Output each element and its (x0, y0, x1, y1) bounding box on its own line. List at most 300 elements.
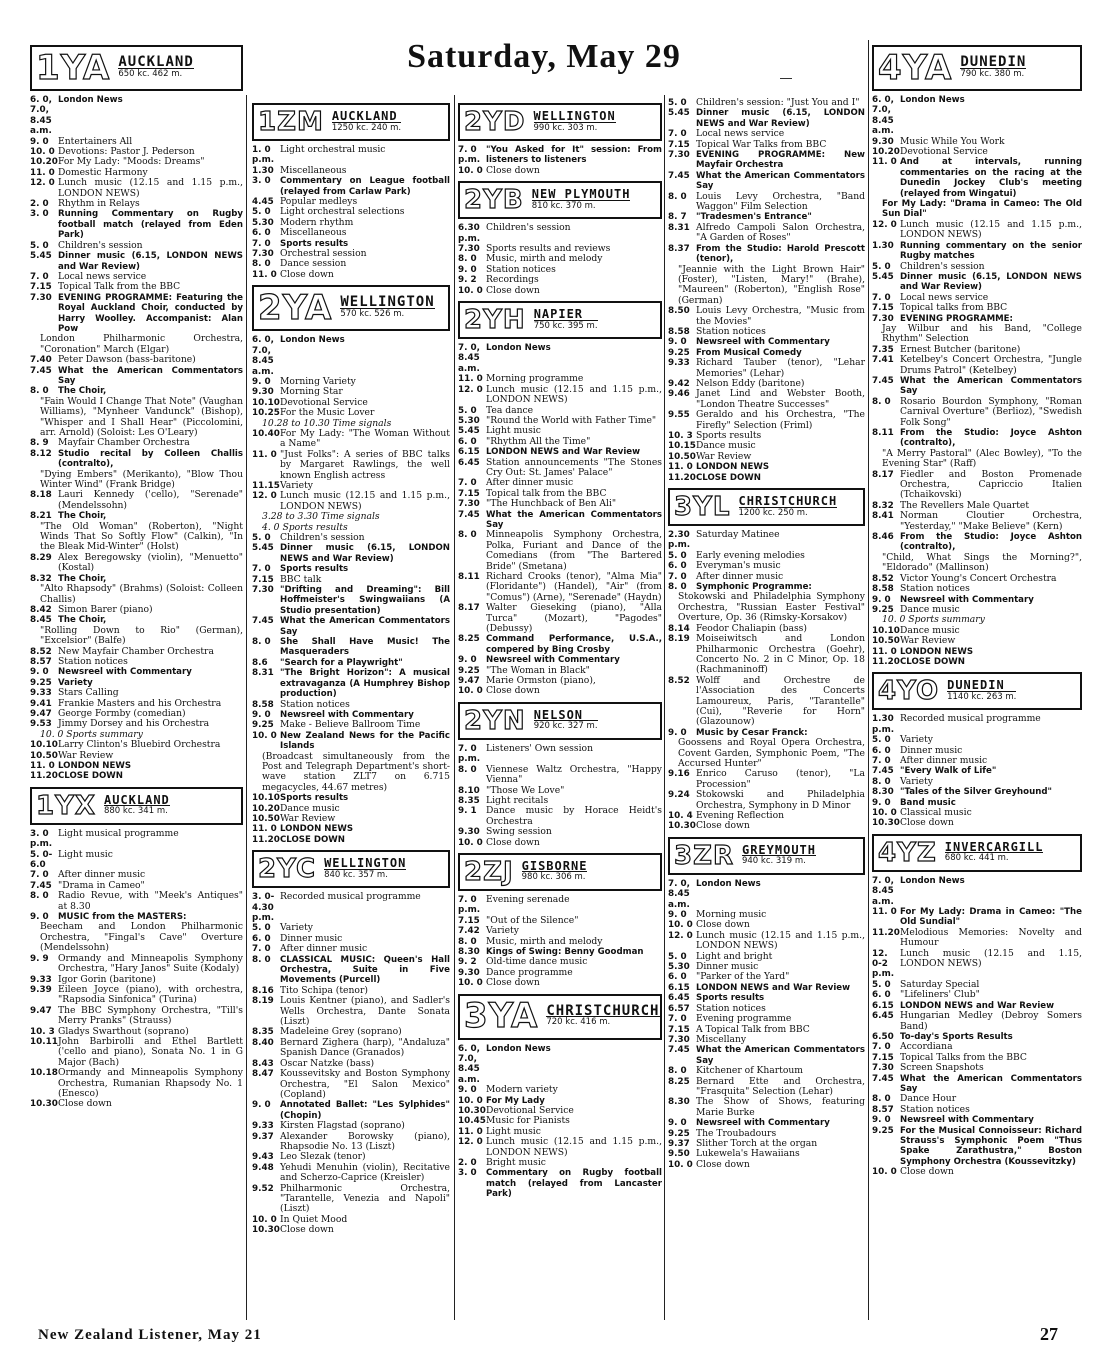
programme-title: Topical talks from BBC (900, 302, 1008, 314)
station-city: AUCKLAND (103, 792, 170, 807)
programme-entry (668, 972, 865, 982)
station-header (252, 103, 450, 141)
programme-detail: "Child, What Sings the Morning?", "Eldorado" (Mallinson) (882, 551, 1082, 574)
programme-entry (30, 771, 243, 781)
programme-entry (668, 1097, 865, 1118)
station-info (320, 852, 406, 886)
programme-entry (872, 303, 1082, 313)
station-header (872, 834, 1082, 872)
programme-entry (30, 449, 243, 470)
programme-time: 10.10 (872, 625, 900, 636)
programme-time: 11.20 (668, 472, 696, 483)
programme-entry (872, 636, 1082, 646)
programme-title: Children's session (58, 239, 143, 251)
programme-title: The Choir, (58, 386, 107, 397)
programme-entry (872, 220, 1082, 241)
programme-title: "Every Walk of Life" (900, 766, 997, 777)
programme-time: 9. 2 (458, 275, 477, 286)
programme-time: 12. 0 (30, 178, 55, 189)
programme-time: 9.25 (458, 665, 480, 676)
programme-entry (252, 533, 450, 543)
programme-entry (30, 251, 243, 272)
programme-title: Modern rhythm (280, 216, 354, 228)
programme-time: 8. 9 (30, 438, 49, 449)
programme-title: Eileen Joyce (piano), with orchestra, "Rapsodia Sinfonica" (Turina) (58, 983, 243, 1006)
programme-entry (872, 272, 1082, 293)
station-city: AUCKLAND (332, 111, 401, 122)
programme-time: 7.40 (30, 355, 52, 366)
programme-entry (30, 605, 243, 615)
programme-entry (872, 355, 1082, 376)
station-call-sign: 1ZM (258, 106, 324, 137)
programme-time: 9. 0 (30, 136, 49, 147)
programme-title: London News (900, 95, 965, 105)
programme-entry (668, 676, 865, 728)
programme-title: Domestic Harmony (58, 166, 148, 178)
programme-time: 10. 0 (872, 808, 897, 818)
programme-entry (872, 1105, 1082, 1115)
station-frequency: 940 kc. 319 m. (741, 856, 806, 867)
programme-time: 10. 0 (30, 147, 55, 158)
programme-time: 8. 0 (458, 936, 477, 947)
programme-detail: "A Merry Pastoral" (Alec Bowley), "To the Evening Star" (Raff) (882, 447, 1082, 470)
programme-entry (668, 879, 865, 910)
programme-time: 10. 0 (458, 686, 483, 697)
programme-title: Lunch music (12.15 and 1.15 p.m., LONDON NEWS) (58, 177, 243, 199)
programme-time: 10.20 (872, 147, 900, 158)
programme-entry (30, 829, 243, 850)
programme-time: 9.47 (30, 1005, 52, 1016)
programme-title: For the Music Lover (280, 407, 375, 419)
programme-title: After dinner music (486, 477, 574, 489)
programme-time: 8.6 (252, 657, 268, 668)
programme-title: Stars Calling (58, 687, 119, 699)
station-info (336, 287, 434, 329)
programme-time: 7.45 (458, 509, 480, 520)
programme-time: 11.20 (252, 834, 280, 845)
programme-title: "The Hunchback of Ben Ali" (486, 498, 617, 510)
programme-time: 10. 0 (458, 165, 483, 176)
programme-title: Children's session (280, 532, 365, 543)
programme-time: 7.15 (252, 574, 274, 585)
programme-title: Lunch music (12.15 and 1.15, LONDON NEWS) (900, 947, 1082, 970)
programme-time: 12. 0 (668, 930, 693, 941)
programme-title: LONDON NEWS and War Review (900, 1000, 1055, 1011)
programme-time: 9.46 (668, 389, 690, 400)
programme-title: Bright music (486, 1157, 546, 1169)
programme-time: 8.11 (872, 428, 894, 438)
programme-detail: 10. 0 Sports summary (882, 614, 985, 626)
programme-time: 7.30 (668, 150, 690, 161)
programme-time: 9.50 (668, 1149, 690, 1160)
programme-entry (458, 510, 662, 531)
programme-detail: (Broadcast simultaneously from the Post and Telegraph Department's short-wave station ZLT7 on 6.715 megacycles, 44.67 metres) (262, 750, 450, 793)
programme-time: 8. 0 (30, 891, 49, 902)
programme-entry (458, 978, 662, 988)
programme-title: Sports results (696, 993, 765, 1004)
programme-time: 8.42 (30, 604, 52, 615)
programme-entry (458, 530, 662, 572)
programme-detail: 3.28 to 3.30 Time signals (262, 511, 380, 523)
programme-title: Sports results (696, 430, 762, 441)
programme-time: 10.30 (668, 821, 696, 832)
programme-time: 10.50 (30, 750, 58, 761)
station-call-sign: 2YB (464, 185, 524, 216)
programme-time: 8.29 (30, 552, 52, 563)
programme-title: Alfredo Campoli Salon Orchestra, "A Garden of Roses" (696, 221, 865, 244)
programme-entry (252, 491, 450, 512)
programme-time: 9.30 (458, 967, 480, 978)
programme-entry (458, 937, 662, 947)
programme-title: Listeners' Own session (486, 742, 593, 754)
programme-time: 6. 0 (872, 745, 891, 756)
programme-title: Fiedler and Boston Promenade Orchestra, Capriccio Italien (Tchaikovski) (900, 468, 1082, 501)
programme-title: Peter Dawson (bass-baritone) (58, 354, 196, 366)
programme-title: Music for Pianists (486, 1115, 570, 1127)
station-call-sign: 4YO (878, 676, 940, 707)
programme-time: 9.55 (668, 410, 690, 421)
programme-title: Ormandy and Minneapolis Symphony Orchestra, Rumanian Rhapsody No. 1 (Enesco) (58, 1067, 243, 1099)
programme-time: 10.20 (252, 803, 280, 814)
programme-title: Melodious Memories: Novelty and Humour (900, 926, 1082, 949)
programme-entry (252, 658, 450, 668)
programme-title: London News (486, 1043, 551, 1054)
programme-entry (668, 108, 865, 129)
programme-time: 11. 0 (872, 157, 897, 168)
programme-title: Topical talk from the BBC (486, 487, 607, 499)
programme-title: From the Studio: Harold Prescott (tenor), (696, 243, 865, 265)
programme-title: Topical War Talks from BBC (696, 138, 827, 150)
programme-entry (872, 647, 1082, 657)
programme-entry (30, 95, 243, 137)
programme-time: 9.30 (252, 387, 274, 398)
programme-title: Kitchener of Khartoum (696, 1065, 804, 1077)
programme-title: Lauri Kennedy ('cello), "Serenade" (Mendelssohn) (58, 489, 243, 511)
page-number: 27 (1040, 1324, 1058, 1344)
programme-title: Early evening melodies (696, 549, 805, 561)
programme-entry (668, 327, 865, 337)
programme-title: CLOSE DOWN (58, 771, 123, 782)
programme-entry (872, 376, 1082, 397)
programme-title: CLOSE DOWN (280, 834, 345, 845)
station-city: NELSON (534, 710, 598, 721)
programme-title: Variety (58, 677, 93, 688)
programme-entry (252, 585, 450, 616)
programme-title: The Choir, (58, 511, 107, 522)
station-info (114, 47, 193, 89)
programme-time: 8.35 (252, 1027, 274, 1038)
programme-time: 2. 0 (30, 199, 49, 210)
programme-title: Newsreel with Commentary (900, 594, 1034, 605)
column-5 (872, 40, 1082, 1178)
programme-title: Lukewela's Hawaiians (696, 1148, 800, 1160)
station-frequency: 880 kc. 341 m. (103, 806, 168, 817)
programme-title: What the American Commentators Say (58, 365, 243, 386)
programme-title: Mayfair Chamber Orchestra (58, 437, 190, 449)
programme-title: Variety (900, 775, 933, 787)
programme-title: Children's session (486, 222, 571, 234)
programme-time: 6. 0, 7.0, 8.45 a.m. (872, 95, 894, 137)
column-3 (458, 98, 662, 1200)
station-frequency: 1200 kc. 250 m. (738, 507, 808, 518)
programme-entry (872, 1063, 1082, 1073)
programme-time: 7.30 (30, 292, 52, 303)
programme-entry (252, 731, 450, 752)
programme-time: 10.20 (30, 157, 58, 168)
programme-title: Walter Gieseking (piano), "Alla Turca" (Mozart), "Pagodes" (Debussy) (486, 602, 662, 635)
programme-title: And at intervals, running commentaries on the racing at the Dunedin Jockey Club's meeting (relayed from Wingatui) (900, 157, 1082, 199)
programme-title: Light musical programme (58, 827, 179, 839)
programme-entry (668, 223, 865, 244)
programme-entry (30, 209, 243, 240)
station-info (528, 183, 631, 217)
programme-time: 6. 0, 7.0, 8.45 a.m. (252, 335, 274, 377)
programme-time: 5. 0 (458, 405, 477, 416)
programme-title: Lunch music (12.15 and 1.15 p.m., LONDON NEWS) (280, 490, 450, 512)
programme-title: Dance Hour (900, 1093, 957, 1105)
programme-title: Louis Levy Orchestra, "Band Waggon" Film Selection (696, 190, 865, 213)
programme-title: Koussevitsky and Boston Symphony Orchestra, "El Salon Mexico" (Copland) (280, 1068, 450, 1100)
station-header (458, 994, 662, 1040)
programme-time: 5. 0 (872, 735, 891, 746)
programme-title: Dinner music (6.15, LONDON NEWS and War Review) (696, 108, 865, 129)
programme-title: Newsreel with Commentary (280, 709, 414, 720)
programme-entry (872, 428, 1082, 449)
programme-time: 9.33 (252, 1121, 274, 1132)
programme-title: Bernard Ette and Orchestra, "Frasquita" Selection (Lehar) (696, 1075, 865, 1097)
programme-time: 5.45 (872, 271, 894, 282)
station-header (458, 181, 662, 219)
programme-time: 5. 0 (668, 951, 687, 962)
station-header (458, 103, 662, 141)
programme-entry (668, 140, 865, 150)
programme-title: Wolff and Orchestre de l'Association des Concerts Lamoureux, Paris, "Tarantelle" (Cui), "Reverie for Horn" (Glazounow) (696, 674, 865, 728)
programme-entry (872, 777, 1082, 787)
programme-title: Local news service (900, 291, 989, 303)
programme-title: EVENING PROGRAMME: (900, 313, 1013, 324)
station-info (100, 789, 170, 823)
programme-title: Light recitals (486, 794, 549, 806)
programme-time: 8. 0 (252, 259, 271, 270)
programme-entry (872, 1167, 1082, 1177)
programme-detail: Jay Wilbur and his Band, "College Rhythm" Selection (882, 322, 1082, 345)
programme-time: 10.50 (668, 451, 696, 462)
programme-time: 8. 0 (668, 582, 687, 593)
programme-title: Kirsten Flagstad (soprano) (280, 1120, 405, 1132)
programme-entry (252, 720, 450, 730)
programme-title: Dance music by Horace Heidt's Orchestra (486, 805, 662, 827)
programme-title: For the Musical Connoisseur: Richard Strauss's Symphonic Poem "Thus Spake Zarathustra," Boston Symphony Orchestra (Koussevitzky) (900, 1125, 1082, 1167)
programme-title: Station notices (58, 655, 128, 667)
programme-time: 8. 0 (872, 776, 891, 787)
programme-time: 6.15 (668, 982, 690, 993)
programme-title: Hungarian Medley (Debroy Somers Band) (900, 1010, 1082, 1032)
programme-time: 6.15 (872, 1000, 894, 1011)
programme-time: 8.57 (872, 1104, 894, 1115)
programme-time: 11. 0 (872, 646, 897, 657)
station-city: NAPIER (534, 309, 598, 320)
programme-title: BBC talk (280, 573, 322, 585)
programme-title: Norman Cloutier Orchestra, "Yesterday," "Make Believe" (Kern) (900, 510, 1082, 532)
station-frequency: 990 kc. 303 m. (533, 122, 598, 133)
programme-time: 6. 0 (872, 990, 891, 1001)
programme-time: 9. 0 (668, 337, 687, 348)
programme-time: 3. 0 (252, 176, 271, 187)
programme-title: Simon Barer (piano) (58, 603, 153, 615)
programme-entry (252, 1163, 450, 1184)
programme-entry (668, 634, 865, 676)
programme-time: 6. 0 (252, 933, 271, 944)
programme-entry (668, 1066, 865, 1076)
programme-time: 9.25 (668, 347, 690, 358)
programme-time: 6.57 (668, 1003, 690, 1014)
programme-time: 3. 0-4.30 p.m. (252, 892, 275, 923)
programme-title: Newsreel with Commentary (486, 655, 620, 666)
programme-entry (668, 1077, 865, 1098)
programme-title: Dance programme (486, 966, 573, 978)
programme-entry (252, 1121, 450, 1131)
programme-entry (252, 892, 450, 923)
programme-entry (252, 955, 450, 986)
programme-title: Yehudi Menuhin (violin), Recitative and Scherzo-Caprice (Kreisler) (280, 1161, 450, 1184)
programme-time: 8.35 (458, 795, 480, 806)
programme-entry (458, 223, 662, 244)
programme-title: London News (280, 335, 345, 346)
programme-time: 5. 0 (668, 550, 687, 561)
programme-title: Recordings (486, 274, 539, 286)
programme-entry (872, 787, 1082, 797)
programme-title: "Rhythm All the Time" (486, 435, 591, 447)
programme-time: 10. 0 (872, 1167, 897, 1178)
programme-title: From Musical Comedy (696, 347, 802, 358)
programme-time: 7. 0 p.m. (458, 145, 481, 166)
programme-time: 8.31 (668, 222, 690, 233)
programme-time: 7.30 (252, 585, 274, 596)
programme-time: 11. 0 (252, 824, 277, 835)
programme-time: 8. 0 (458, 254, 477, 265)
station-header (458, 301, 662, 339)
programme-entry (252, 793, 450, 803)
programme-time: 7. 0 (252, 564, 271, 575)
programme-time: 9. 0 (30, 667, 49, 678)
programme-entry (30, 751, 243, 761)
programme-time: 7.30 (668, 1034, 690, 1045)
programme-title: Bernard Zighera (harp), "Andaluza" Spanish Dance (Granados) (280, 1036, 450, 1059)
programme-entry (30, 985, 243, 1006)
programme-title: "Out of the Silence" (486, 914, 579, 926)
programme-title: The Choir, (58, 615, 107, 626)
programme-title: CLOSE DOWN (900, 656, 965, 667)
station-info (956, 47, 1026, 89)
programme-time: 8.37 (668, 243, 690, 254)
station-info (542, 996, 659, 1038)
programme-title: LONDON NEWS (900, 646, 974, 657)
programme-entry (30, 1099, 243, 1109)
programme-time: 11. 0 (252, 269, 277, 280)
programme-time: 5. 0 (668, 98, 687, 108)
programme-title: War Review (900, 635, 956, 647)
programme-time: 5. 0-6.0 (30, 849, 53, 871)
programme-title: Miscellany (696, 1033, 747, 1045)
programme-entry (668, 452, 865, 462)
station-header (252, 850, 450, 888)
programme-entry (458, 765, 662, 786)
programme-time: 2.30 p.m. (668, 530, 691, 551)
station-city: CHRISTCHURCH (546, 1002, 660, 1019)
programme-title: Recorded musical programme (900, 713, 1041, 725)
programme-time: 5. 0 (252, 923, 271, 934)
programme-title: Newsreel with Commentary (696, 337, 830, 348)
programme-entry (872, 241, 1082, 262)
programme-title: Alexander Borowsky (piano), Rhapsodie No. 13 (Liszt) (280, 1130, 450, 1152)
programme-entry (668, 983, 865, 993)
programme-time: 11. 0 (30, 761, 55, 771)
programme-time: 1.30 p.m. (872, 714, 895, 735)
programme-title: Dinner music (6.15, LONDON NEWS and War Review) (280, 543, 450, 564)
programme-detail: London Philharmonic Orchestra, "Coronation" March (Elgar) (40, 333, 243, 355)
programme-time: 5. 0 (872, 261, 891, 272)
programme-title: Classical music (900, 807, 972, 818)
programme-entry (30, 490, 243, 511)
column-1 (30, 40, 243, 1110)
programme-time: 8.32 (30, 573, 52, 584)
programme-title: From the Studio: Joyce Ashton (contralto), (900, 532, 1082, 553)
programme-title: Music While You Work (900, 135, 1005, 147)
programme-title: Old-time dance music (486, 956, 588, 968)
programme-title: War Review (58, 749, 114, 761)
programme-title: "Lifeliners' Club" (900, 989, 980, 1001)
programme-title: For My Lady (486, 1095, 545, 1106)
station-city: WELLINGTON (340, 294, 435, 311)
programme-entry (252, 668, 450, 699)
programme-entry (668, 821, 865, 831)
programme-time: 6.15 (458, 447, 480, 458)
programme-entry (872, 262, 1082, 272)
programme-entry (30, 761, 243, 771)
programme-time: 9.25 (30, 677, 52, 688)
programme-time: 9.30 (872, 136, 894, 147)
programme-time: 8.30 (668, 1097, 690, 1108)
programme-entry (668, 931, 865, 952)
programme-time: 9.25 (252, 720, 274, 731)
programme-title: Viennese Waltz Orchestra, "Happy Vienna" (486, 763, 662, 786)
programme-title: Screen Snapshots (900, 1062, 984, 1074)
programme-title: Station notices (280, 698, 350, 710)
programme-entry (252, 429, 450, 450)
programme-time: 12. 0 (252, 491, 277, 502)
programme-entry (30, 199, 243, 209)
programme-time: 10. 0 (458, 285, 483, 296)
programme-time: 7.45 (872, 766, 894, 777)
programme-time: 11. 0 (458, 374, 483, 385)
programme-title: Dinner music (6.15, LONDON NEWS and War Review) (58, 251, 243, 272)
programme-time: 9.24 (668, 790, 690, 801)
programme-title: A Topical Talk from BBC (696, 1023, 810, 1035)
programme-title: Dance music (900, 603, 960, 615)
programme-entry (668, 1014, 865, 1024)
programme-time: 9.33 (30, 688, 52, 699)
programme-title: Light music (486, 1125, 541, 1137)
programme-title: War Review (280, 812, 336, 824)
programme-entry (30, 178, 243, 199)
programme-time: 7. 0 (30, 870, 49, 881)
programme-time: 9.16 (668, 769, 690, 780)
programme-time: 10.45 (458, 1116, 486, 1127)
programme-title: Close down (280, 1224, 334, 1236)
programme-title: Nelson Eddy (baritone) (696, 377, 805, 389)
programme-time: 9.30 (458, 827, 480, 838)
programme-title: After dinner music (280, 943, 368, 955)
